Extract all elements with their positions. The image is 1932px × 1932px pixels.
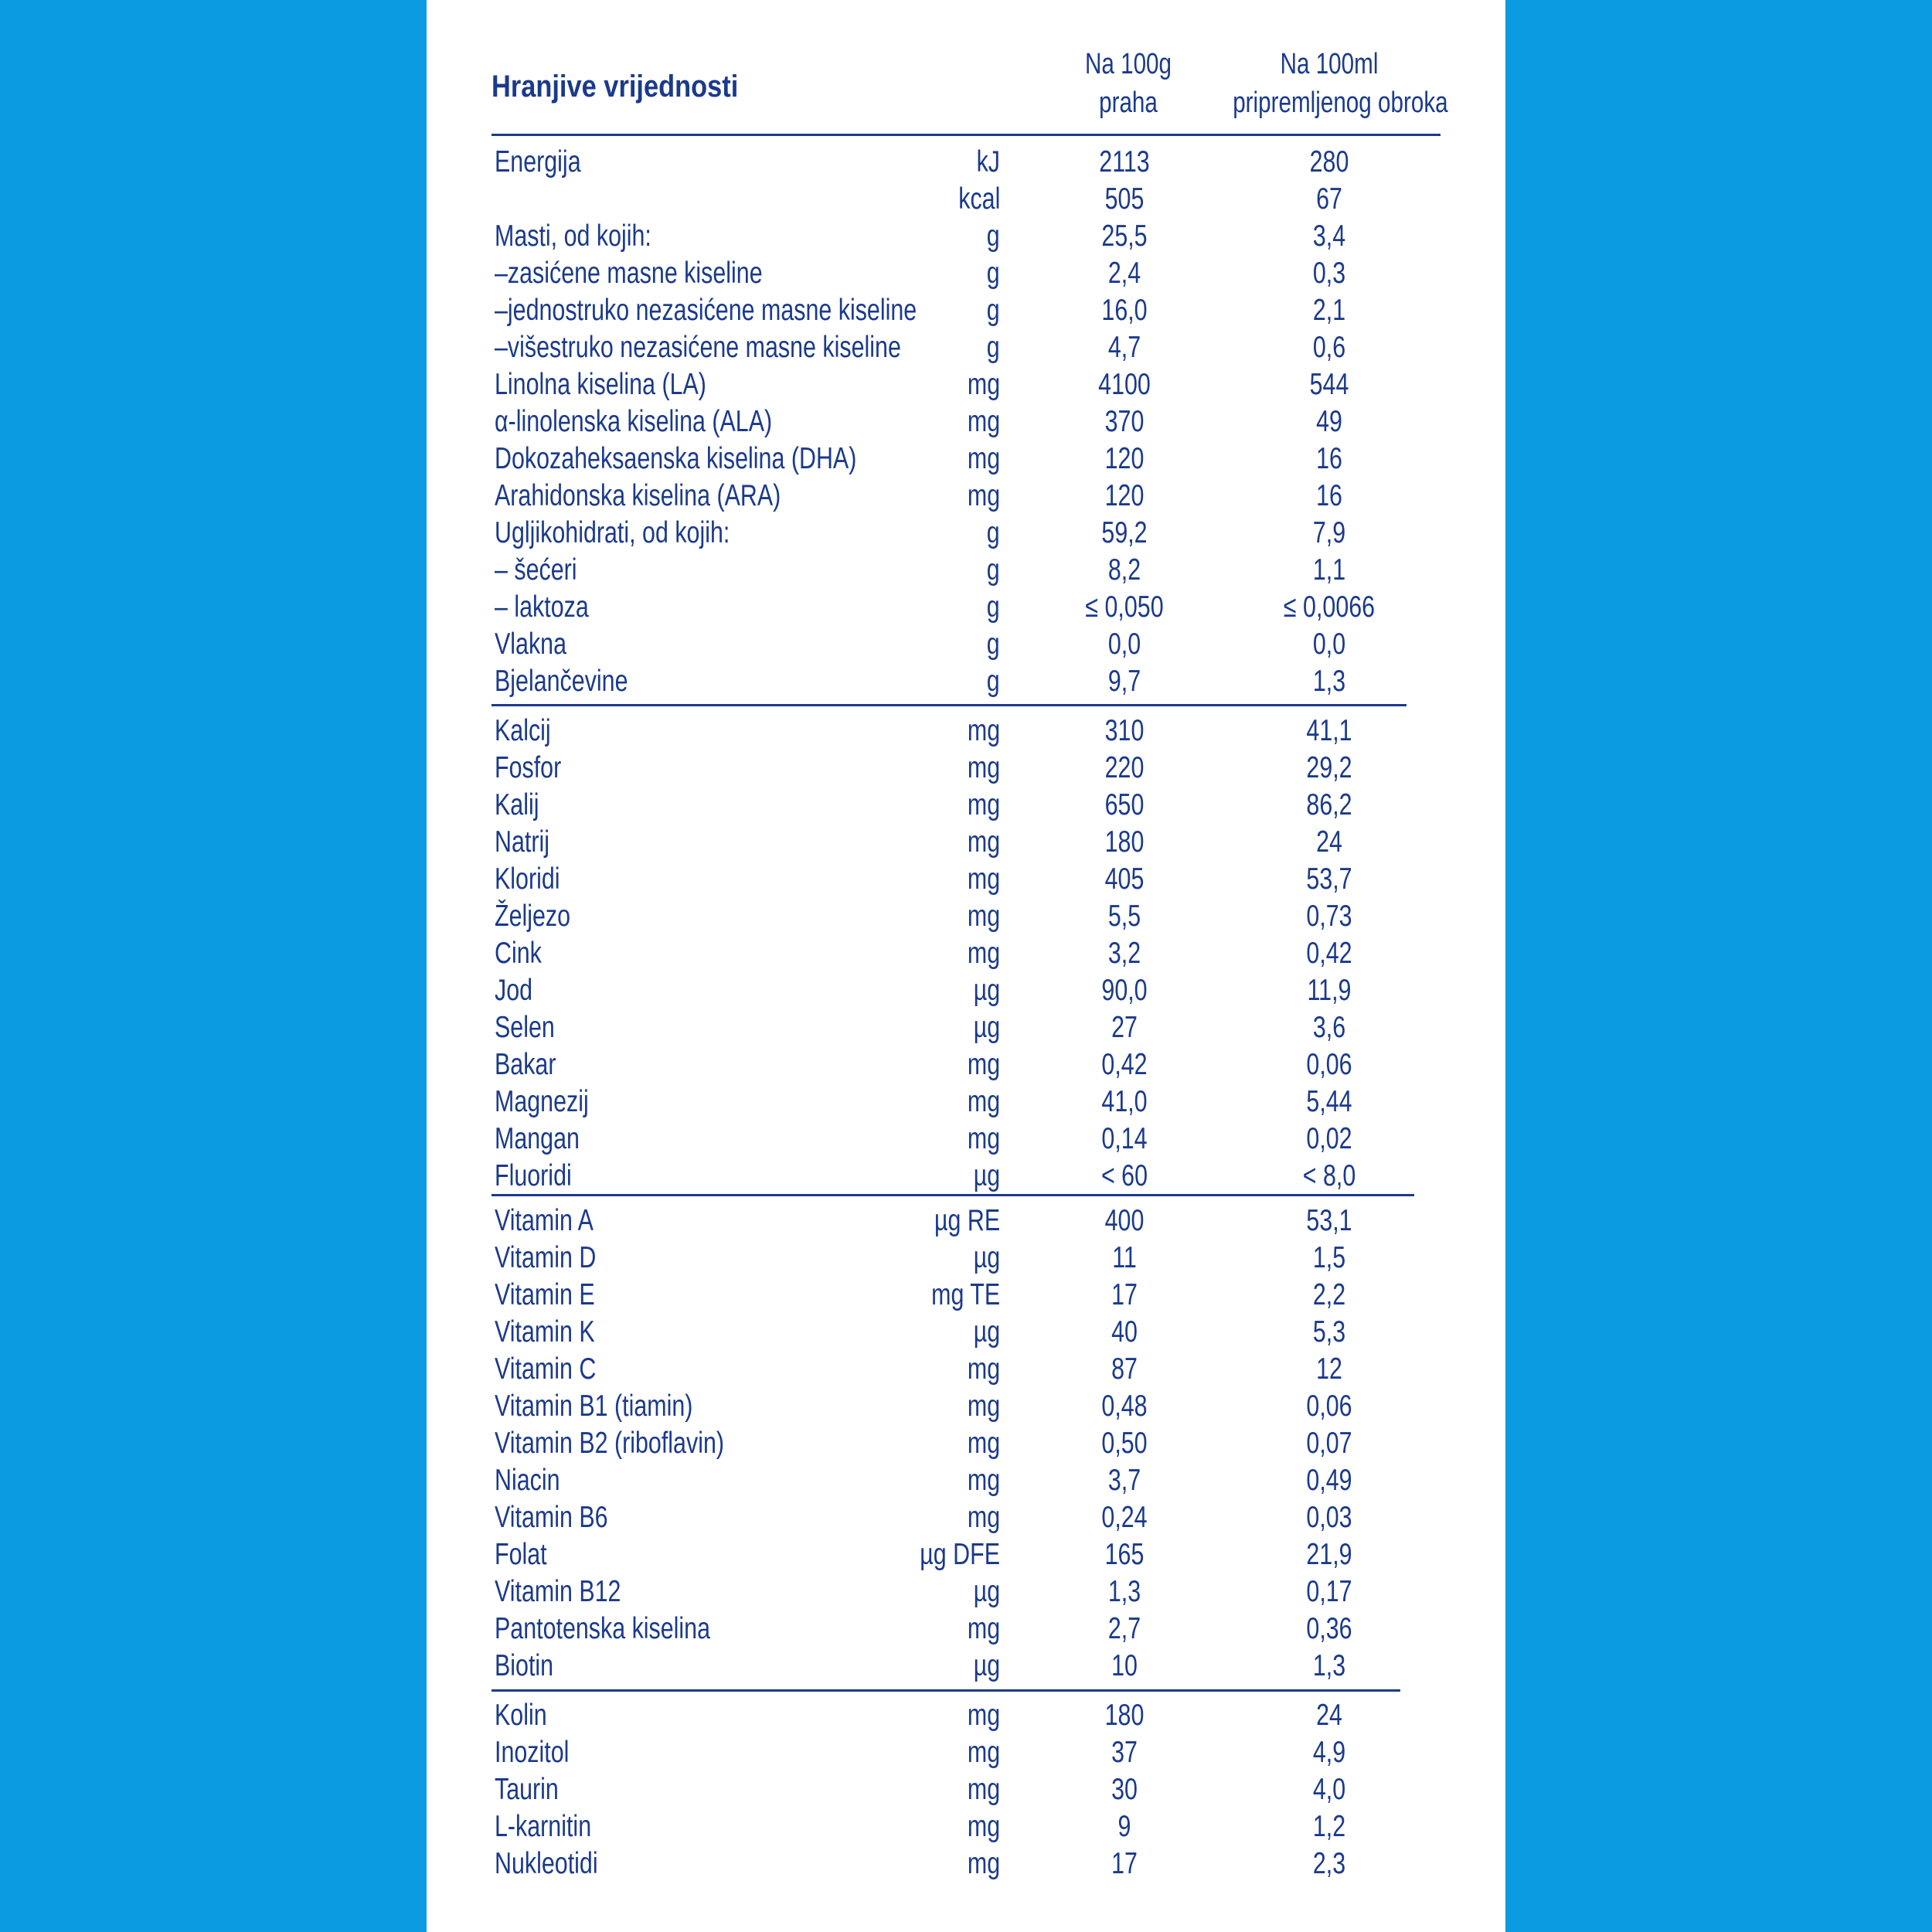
row-label: Taurin: [495, 1773, 559, 1806]
table-row: [0, 1573, 1932, 1611]
row-unit: mg: [967, 479, 1000, 512]
row-value-per-100ml: 0,02: [1306, 1122, 1352, 1155]
row-value-per-100ml: 0,36: [1306, 1612, 1352, 1645]
row-value-per-100g: 11: [1112, 1241, 1137, 1274]
row-value-per-100g: 5,5: [1107, 900, 1141, 933]
row-value-per-100ml: 2,1: [1312, 294, 1346, 327]
row-unit: µg: [973, 974, 1000, 1007]
column-header-line: praha: [1099, 87, 1158, 119]
row-value-per-100g: 59,2: [1101, 516, 1148, 549]
row-value-per-100ml: 0,07: [1306, 1427, 1352, 1460]
row-value-per-100ml: 0,49: [1306, 1464, 1352, 1497]
row-label: Bakar: [495, 1048, 556, 1081]
row-value-per-100ml: 21,9: [1306, 1538, 1352, 1571]
table-row: [0, 403, 1932, 440]
row-unit: mg: [967, 1464, 1000, 1497]
table-row: [0, 1046, 1932, 1083]
row-unit: g: [987, 257, 1000, 290]
row-value-per-100ml: 2,3: [1312, 1847, 1346, 1880]
row-value-per-100g: 120: [1104, 479, 1145, 512]
row-label: Cink: [495, 937, 542, 970]
table-row: [0, 1648, 1932, 1685]
table-row: [0, 1351, 1932, 1388]
table-row: [0, 1240, 1932, 1277]
row-label: Kalij: [495, 788, 539, 821]
row-label: Vitamin K: [495, 1315, 595, 1349]
table-row: [0, 552, 1932, 589]
row-value-per-100g: 2113: [1099, 145, 1150, 179]
row-value-per-100ml: 0,06: [1306, 1048, 1352, 1081]
table-row: [0, 589, 1932, 626]
row-unit: mg: [967, 862, 1000, 896]
row-value-per-100g: < 60: [1100, 1159, 1148, 1192]
row-value-per-100ml: 0,42: [1306, 937, 1352, 970]
row-value-per-100ml: 3,4: [1312, 219, 1346, 253]
row-value-per-100ml: 1,2: [1312, 1810, 1346, 1843]
row-value-per-100g: 165: [1104, 1538, 1145, 1571]
table-row: [0, 440, 1932, 478]
row-label: Folat: [495, 1538, 547, 1571]
row-value-per-100ml: 86,2: [1306, 788, 1352, 821]
row-label: Arahidonska kiselina (ARA): [495, 479, 781, 512]
row-value-per-100ml: < 8,0: [1302, 1159, 1356, 1192]
table-row: [0, 972, 1932, 1009]
row-label: Energija: [495, 145, 581, 179]
row-value-per-100g: 87: [1111, 1352, 1138, 1386]
row-unit: g: [987, 331, 1000, 364]
table-row: [0, 181, 1932, 218]
row-unit: mg: [967, 1501, 1000, 1534]
row-unit: mg: [967, 1389, 1000, 1423]
row-unit: mg: [967, 1847, 1000, 1880]
table-row: [0, 255, 1932, 292]
row-unit: mg: [967, 1736, 1000, 1769]
column-header-per-100g: [1080, 45, 1177, 122]
section-divider: [492, 1194, 1414, 1196]
row-value-per-100ml: 41,1: [1306, 714, 1352, 747]
row-value-per-100g: 400: [1104, 1204, 1145, 1237]
row-unit: µg: [973, 1241, 1000, 1274]
row-value-per-100g: 2,7: [1107, 1612, 1141, 1645]
row-unit: mg: [967, 1773, 1000, 1806]
table-row: [0, 626, 1932, 663]
row-label: –zasićene masne kiseline: [495, 257, 763, 290]
row-value-per-100ml: 1,5: [1312, 1241, 1346, 1274]
row-value-per-100g: 8,2: [1107, 553, 1141, 587]
row-unit: mg: [967, 1612, 1000, 1645]
row-value-per-100g: 405: [1104, 862, 1145, 896]
row-value-per-100ml: 24: [1316, 825, 1342, 859]
row-label: Vitamin E: [495, 1278, 595, 1311]
row-unit: mg: [967, 1085, 1000, 1118]
row-value-per-100ml: 280: [1309, 145, 1349, 179]
row-value-per-100ml: 0,03: [1306, 1501, 1352, 1534]
row-unit: mg: [967, 788, 1000, 821]
section-divider: [492, 1689, 1400, 1692]
row-unit: mg: [967, 1699, 1000, 1732]
row-value-per-100ml: 4,9: [1312, 1736, 1346, 1769]
row-label: Fluoridi: [495, 1159, 572, 1192]
row-label: Vitamin A: [495, 1204, 594, 1237]
row-label: Dokozaheksaenska kiselina (DHA): [495, 442, 857, 475]
table-row: [0, 1009, 1932, 1046]
row-label: Inozitol: [495, 1736, 570, 1769]
row-unit: µg DFE: [920, 1538, 1000, 1571]
row-unit: µg: [973, 1649, 1000, 1682]
row-value-per-100g: 4100: [1098, 368, 1151, 401]
row-unit: g: [987, 628, 1000, 661]
row-value-per-100ml: 67: [1316, 182, 1342, 216]
table-row: [0, 824, 1932, 861]
row-value-per-100ml: 4,0: [1312, 1773, 1346, 1806]
row-unit: mg: [967, 1427, 1000, 1460]
row-label: Natrij: [495, 825, 549, 859]
row-unit: g: [987, 665, 1000, 698]
row-unit: mg: [967, 405, 1000, 438]
table-row: [0, 1808, 1932, 1845]
row-unit: µg: [973, 1159, 1000, 1192]
row-unit: mg TE: [930, 1278, 1000, 1311]
row-value-per-100g: 310: [1104, 714, 1145, 747]
row-value-per-100ml: 0,3: [1312, 257, 1346, 290]
row-label: Vitamin B2 (riboflavin): [495, 1427, 724, 1460]
table-row: [0, 144, 1932, 181]
table-row: [0, 1734, 1932, 1771]
row-value-per-100g: 30: [1111, 1773, 1138, 1806]
row-value-per-100g: 220: [1104, 751, 1145, 784]
row-value-per-100ml: 2,2: [1312, 1278, 1346, 1311]
row-value-per-100g: 3,7: [1107, 1464, 1141, 1497]
table-row: [0, 1083, 1932, 1121]
row-value-per-100g: 10: [1111, 1649, 1138, 1682]
row-unit: g: [987, 294, 1000, 327]
row-value-per-100g: 17: [1111, 1847, 1138, 1880]
table-row: [0, 1536, 1932, 1573]
row-value-per-100g: 180: [1104, 825, 1145, 859]
table-row: [0, 218, 1932, 255]
row-label: Vitamin B1 (tiamin): [495, 1389, 693, 1423]
row-unit: µg: [973, 1575, 1000, 1608]
table-row: [0, 663, 1932, 700]
row-value-per-100ml: 16: [1316, 479, 1342, 512]
table-row: [0, 1499, 1932, 1536]
row-label: Mangan: [495, 1122, 580, 1155]
row-value-per-100g: 0,42: [1101, 1048, 1148, 1081]
row-label: Vitamin D: [495, 1241, 597, 1274]
row-unit: kcal: [957, 182, 1000, 216]
row-label: Vitamin B12: [495, 1575, 621, 1608]
table-row: [0, 478, 1932, 515]
table-row: [0, 1277, 1932, 1314]
row-unit: mg: [967, 368, 1000, 401]
row-value-per-100g: 9,7: [1107, 665, 1141, 698]
row-value-per-100g: 40: [1111, 1315, 1138, 1349]
row-value-per-100ml: 0,6: [1312, 331, 1346, 364]
table-row: [0, 1314, 1932, 1351]
row-value-per-100ml: 12: [1316, 1352, 1342, 1386]
row-unit: mg: [967, 1122, 1000, 1155]
row-value-per-100g: 650: [1104, 788, 1145, 821]
row-value-per-100g: 25,5: [1101, 219, 1148, 253]
row-value-per-100ml: 53,1: [1306, 1204, 1352, 1237]
row-value-per-100ml: 1,3: [1312, 1649, 1346, 1682]
row-unit: µg: [973, 1011, 1000, 1044]
row-value-per-100ml: 49: [1316, 405, 1342, 438]
row-value-per-100ml: 3,6: [1312, 1011, 1346, 1044]
row-value-per-100g: 41,0: [1101, 1085, 1148, 1118]
row-label: Ugljikohidrati, od kojih:: [495, 516, 730, 549]
table-row: [0, 292, 1932, 329]
table-row: [0, 1462, 1932, 1499]
row-value-per-100g: 0,50: [1101, 1427, 1148, 1460]
row-label: Niacin: [495, 1464, 560, 1497]
row-label: – laktoza: [495, 590, 589, 624]
row-label: Vitamin B6: [495, 1501, 608, 1534]
row-value-per-100ml: 0,06: [1306, 1389, 1352, 1423]
table-title: Hranjive vrijednosti: [492, 70, 739, 104]
row-value-per-100g: 4,7: [1107, 331, 1141, 364]
row-label: Bjelančevine: [495, 665, 628, 698]
row-value-per-100g: 17: [1111, 1278, 1138, 1311]
row-value-per-100ml: ≤ 0,0066: [1283, 590, 1376, 624]
row-unit: kJ: [976, 145, 1000, 179]
row-label: Kloridi: [495, 862, 560, 896]
row-value-per-100g: 0,0: [1107, 628, 1141, 661]
table-row: [0, 750, 1932, 787]
column-header-per-100ml: [1233, 45, 1448, 122]
row-value-per-100g: 0,48: [1101, 1389, 1148, 1423]
table-row: [0, 898, 1932, 935]
row-label: –jednostruko nezasićene masne kiseline: [495, 294, 917, 327]
row-value-per-100ml: 1,3: [1312, 665, 1346, 698]
row-value-per-100g: 0,14: [1101, 1122, 1148, 1155]
row-value-per-100ml: 24: [1316, 1699, 1342, 1732]
table-row: [0, 935, 1932, 972]
table-row: [0, 1202, 1932, 1240]
row-value-per-100g: 9: [1117, 1810, 1131, 1843]
row-value-per-100ml: 5,3: [1312, 1315, 1346, 1349]
row-value-per-100g: 16,0: [1101, 294, 1148, 327]
row-value-per-100g: 2,4: [1107, 257, 1141, 290]
row-value-per-100ml: 544: [1309, 368, 1349, 401]
table-row: [0, 713, 1932, 750]
row-unit: mg: [967, 714, 1000, 747]
row-value-per-100ml: 5,44: [1306, 1085, 1352, 1118]
section-divider: [492, 704, 1406, 706]
table-row: [0, 1121, 1932, 1158]
row-value-per-100g: 90,0: [1101, 974, 1148, 1007]
column-header-line: Na 100ml: [1280, 48, 1379, 80]
row-value-per-100g: 27: [1111, 1011, 1138, 1044]
row-label: Linolna kiselina (LA): [495, 368, 706, 401]
row-label: Vlakna: [495, 628, 567, 661]
row-unit: g: [987, 219, 1000, 253]
row-value-per-100g: 120: [1104, 442, 1145, 475]
row-label: L-karnitin: [495, 1810, 592, 1843]
table-row: [0, 787, 1932, 824]
row-value-per-100ml: 53,7: [1306, 862, 1352, 896]
row-value-per-100ml: 0,17: [1306, 1575, 1352, 1608]
row-value-per-100g: 1,3: [1107, 1575, 1141, 1608]
row-label: –višestruko nezasićene masne kiseline: [495, 331, 901, 364]
row-value-per-100g: 505: [1104, 182, 1145, 216]
row-value-per-100ml: 7,9: [1312, 516, 1346, 549]
row-value-per-100g: 370: [1104, 405, 1145, 438]
table-row: [0, 515, 1932, 552]
row-label: Pantotenska kiselina: [495, 1612, 711, 1645]
row-value-per-100ml: 16: [1316, 442, 1342, 475]
column-header-line: pripremljenog obroka: [1233, 87, 1448, 119]
row-label: Vitamin C: [495, 1352, 597, 1386]
row-value-per-100ml: 29,2: [1306, 751, 1352, 784]
row-unit: mg: [967, 900, 1000, 933]
row-unit: µg RE: [934, 1204, 1000, 1237]
row-value-per-100ml: 1,1: [1312, 553, 1346, 587]
table-row: [0, 1388, 1932, 1425]
row-label: Nukleotidi: [495, 1847, 598, 1880]
row-value-per-100g: 37: [1111, 1736, 1138, 1769]
row-label: Kalcij: [495, 714, 551, 747]
table-row: [0, 1611, 1932, 1648]
row-unit: mg: [967, 751, 1000, 784]
row-unit: mg: [967, 442, 1000, 475]
row-label: α-linolenska kiselina (ALA): [495, 405, 773, 438]
row-label: Fosfor: [495, 751, 562, 784]
row-label: Selen: [495, 1011, 555, 1044]
row-value-per-100g: 180: [1104, 1699, 1145, 1732]
row-unit: g: [987, 516, 1000, 549]
table-row: [0, 366, 1932, 403]
column-header-line: Na 100g: [1084, 48, 1172, 80]
row-label: Biotin: [495, 1649, 554, 1682]
row-value-per-100g: ≤ 0,050: [1085, 590, 1164, 624]
row-value-per-100ml: 11,9: [1307, 974, 1352, 1007]
table-row: [0, 1158, 1932, 1195]
row-label: Masti, od kojih:: [495, 219, 651, 253]
row-unit: g: [987, 590, 1000, 624]
table-row: [0, 1771, 1932, 1808]
row-unit: g: [987, 553, 1000, 587]
row-value-per-100ml: 0,0: [1312, 628, 1346, 661]
row-unit: mg: [967, 825, 1000, 859]
row-unit: µg: [973, 1315, 1000, 1349]
row-label: Kolin: [495, 1699, 547, 1732]
row-label: Željezo: [495, 900, 571, 933]
row-label: Jod: [495, 974, 533, 1007]
row-value-per-100g: 0,24: [1101, 1501, 1148, 1534]
table-row: [0, 861, 1932, 898]
table-row: [0, 1845, 1932, 1883]
header-divider: [492, 134, 1440, 136]
table-row: [0, 329, 1932, 366]
table-row: [0, 1425, 1932, 1462]
row-unit: mg: [967, 1352, 1000, 1386]
table-row: [0, 1697, 1932, 1734]
row-value-per-100ml: 0,73: [1306, 900, 1352, 933]
row-value-per-100g: 3,2: [1107, 937, 1141, 970]
row-unit: mg: [967, 1048, 1000, 1081]
row-unit: mg: [967, 1810, 1000, 1843]
row-label: Magnezij: [495, 1085, 589, 1118]
row-unit: mg: [967, 937, 1000, 970]
row-label: – šećeri: [495, 553, 577, 587]
